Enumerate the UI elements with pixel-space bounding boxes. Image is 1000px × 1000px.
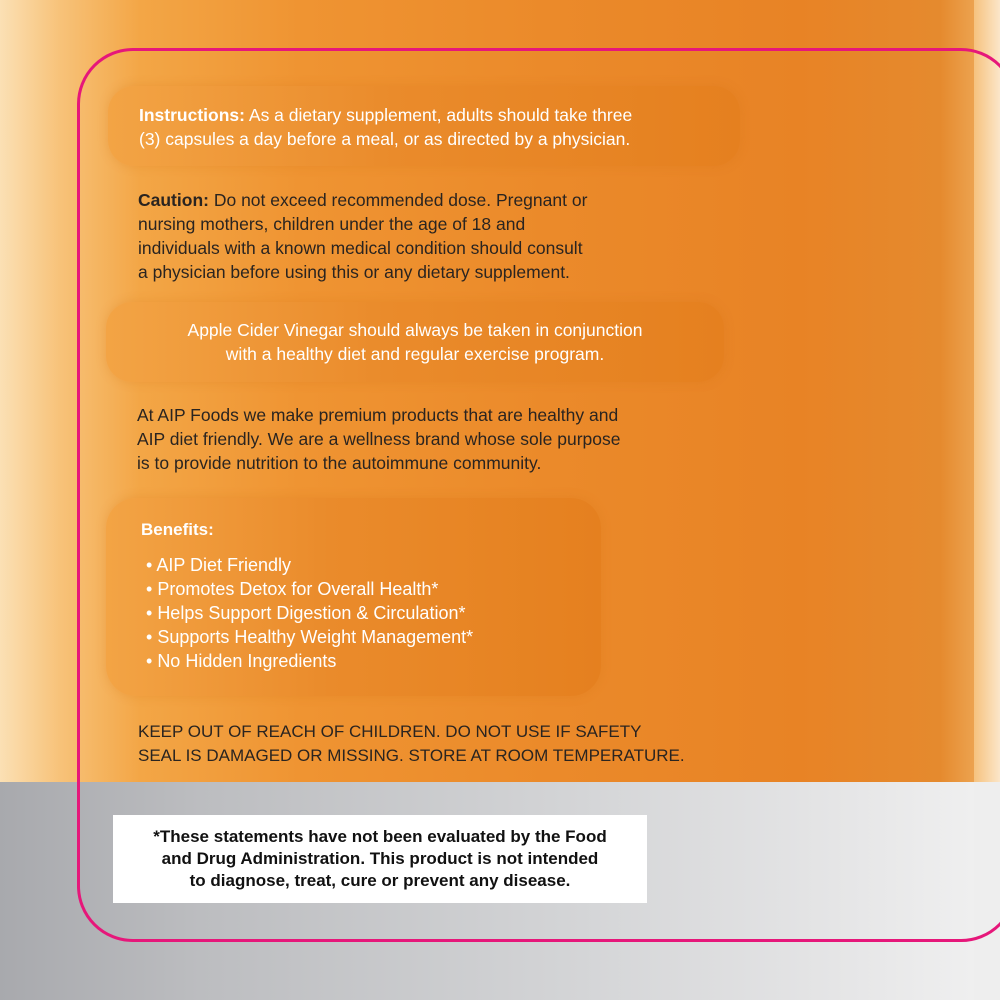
about-line-2: AIP diet friendly. We are a wellness brand whose sole purpose: [137, 429, 621, 449]
benefits-title: Benefits:: [141, 520, 214, 539]
caution-line-4: a physician before using this or any dietary supplement.: [138, 262, 570, 282]
disclaimer-line-1: *These statements have not been evaluated by the Food: [153, 827, 607, 846]
acv-note-text: [106, 318, 724, 366]
about-line-3: is to provide nutrition to the autoimmune community.: [137, 453, 542, 473]
about-text: [137, 403, 757, 475]
caution-label: Caution:: [138, 190, 209, 210]
disclaimer-line-2: and Drug Administration. This product is not intended: [161, 849, 599, 868]
caution-line-3: individuals with a known medical condition should consult: [138, 238, 583, 258]
acv-note-line-2: with a healthy diet and regular exercise program.: [225, 344, 605, 364]
warning-line-1: KEEP OUT OF REACH OF CHILDREN. DO NOT USE IF SAFETY: [138, 722, 642, 741]
benefit-item: • No Hidden Ingredients: [146, 649, 473, 673]
caution-line-2: nursing mothers, children under the age of 18 and: [138, 214, 526, 234]
instructions-line-2: (3) capsules a day before a meal, or as directed by a physician.: [139, 129, 631, 149]
benefit-item: • AIP Diet Friendly: [146, 553, 473, 577]
fda-disclaimer-box: [113, 815, 647, 903]
caution-text: [138, 188, 738, 284]
benefit-item: • Promotes Detox for Overall Health*: [146, 577, 473, 601]
about-line-1: At AIP Foods we make premium products that are healthy and: [137, 405, 619, 425]
instructions-text: [139, 103, 739, 151]
warning-text: [138, 720, 778, 768]
instructions-label: Instructions:: [139, 105, 245, 125]
benefits-list: [146, 553, 473, 673]
warning-line-2: SEAL IS DAMAGED OR MISSING. STORE AT ROOM TEMPERATURE.: [138, 746, 685, 765]
caution-line-1: Do not exceed recommended dose. Pregnant or: [213, 190, 588, 210]
acv-note-line-1: Apple Cider Vinegar should always be taken in conjunction: [187, 320, 643, 340]
instructions-line-1: As a dietary supplement, adults should take three: [248, 105, 633, 125]
benefit-item: • Helps Support Digestion & Circulation*: [146, 601, 473, 625]
benefit-item: • Supports Healthy Weight Management*: [146, 625, 473, 649]
disclaimer-line-3: to diagnose, treat, cure or prevent any disease.: [189, 871, 571, 890]
fda-disclaimer-text: [120, 826, 640, 892]
pink-border-frame: [77, 48, 1000, 942]
